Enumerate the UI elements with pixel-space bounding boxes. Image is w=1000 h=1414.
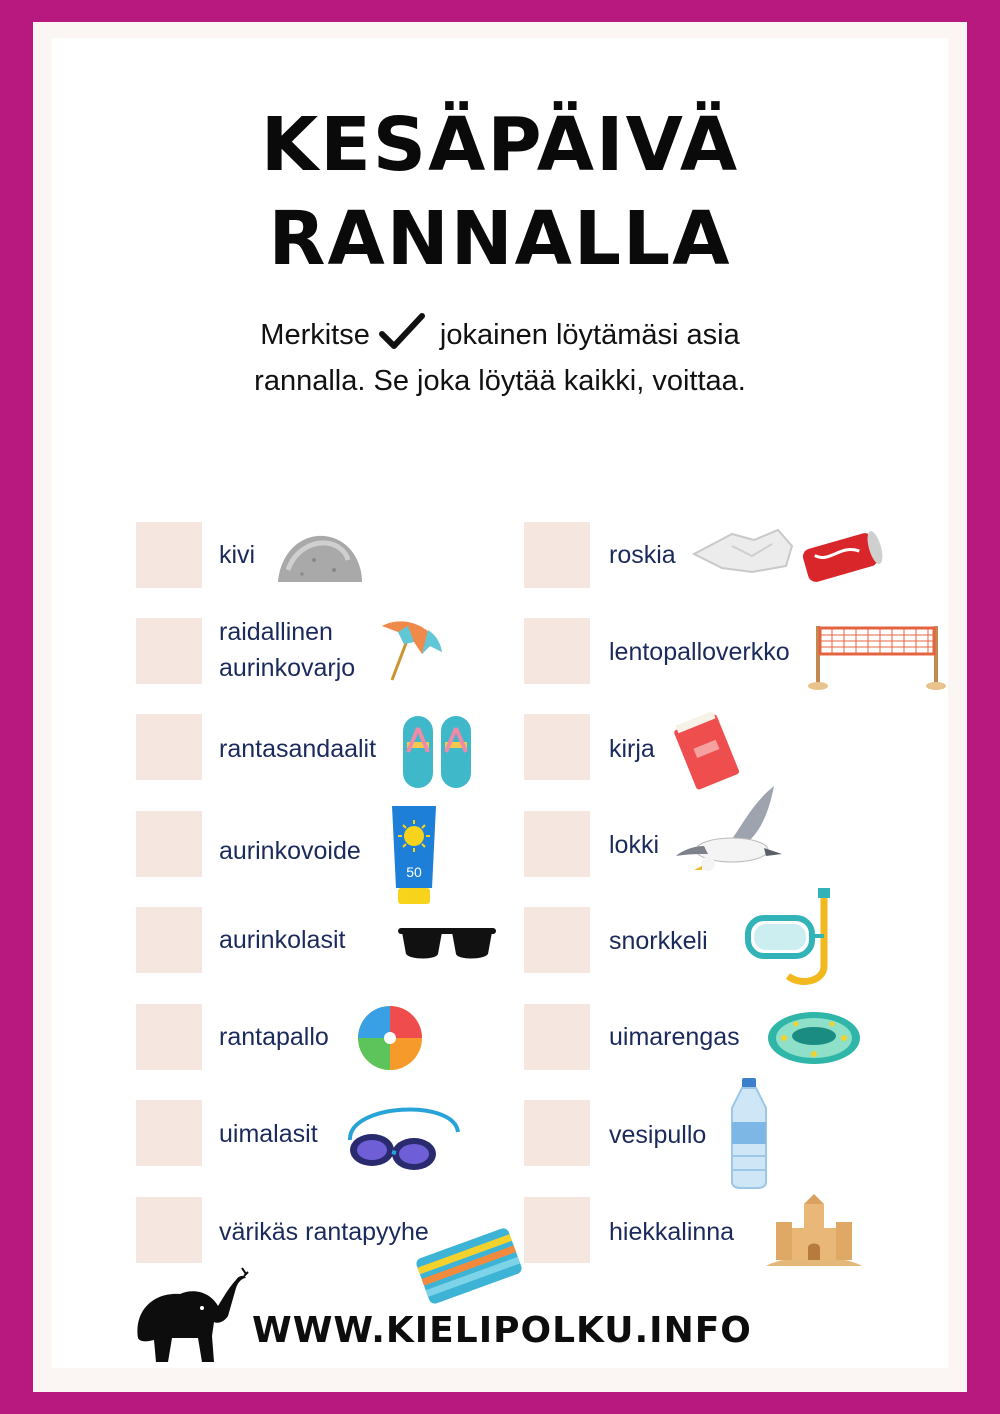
snorkel-icon bbox=[744, 886, 836, 990]
item-label-rantapallo: rantapallo bbox=[219, 1023, 329, 1051]
sunglasses-icon bbox=[398, 924, 496, 962]
item-label-rantapyyhe: värikäs rantapyyhe bbox=[219, 1218, 429, 1246]
checkbox-lokki[interactable] bbox=[524, 811, 590, 877]
checkbox-aurinkovarjo[interactable] bbox=[136, 618, 202, 684]
item-label-uimalasit: uimalasit bbox=[219, 1120, 318, 1148]
item-label-rantasandaalit: rantasandaalit bbox=[219, 735, 377, 763]
checkbox-hiekkalinna[interactable] bbox=[524, 1197, 590, 1263]
trash-icon bbox=[692, 526, 890, 582]
item-label-lokki: lokki bbox=[609, 831, 660, 859]
checkbox-aurinkovoide[interactable] bbox=[136, 811, 202, 877]
item-label-aurinkolasit: aurinkolasit bbox=[219, 926, 346, 954]
checkbox-aurinkolasit[interactable] bbox=[136, 907, 202, 973]
item-label-aurinkovoide: aurinkovoide bbox=[219, 837, 361, 865]
item-label-kirja: kirja bbox=[609, 735, 655, 763]
item-label-aurinkovarjo-1: raidallinen bbox=[219, 618, 333, 646]
checkbox-kivi[interactable] bbox=[136, 522, 202, 588]
checkbox-vesipullo[interactable] bbox=[524, 1100, 590, 1166]
checkmark-icon bbox=[378, 312, 426, 352]
item-label-vesipullo: vesipullo bbox=[609, 1121, 707, 1149]
instruction-line2: rannalla. Se joka löytää kaikki, voittaa. bbox=[254, 365, 746, 397]
checkbox-rantapyyhe[interactable] bbox=[136, 1197, 202, 1263]
sunscreen-icon bbox=[388, 802, 440, 908]
stone-icon bbox=[274, 530, 366, 586]
checkbox-uimalasit[interactable] bbox=[136, 1100, 202, 1166]
flip-flops-icon bbox=[400, 712, 474, 792]
water-bottle-icon bbox=[728, 1076, 770, 1190]
item-label-roskia: roskia bbox=[609, 541, 676, 569]
beach-towel-icon bbox=[414, 1228, 524, 1304]
seagull-icon bbox=[674, 782, 786, 880]
checkbox-rantasandaalit[interactable] bbox=[136, 714, 202, 780]
beach-ball-icon bbox=[356, 1004, 424, 1072]
swim-goggles-icon bbox=[344, 1098, 464, 1176]
sunscreen-number: 50 bbox=[406, 864, 422, 880]
checkbox-snorkkeli[interactable] bbox=[524, 907, 590, 973]
checkbox-uimarengas[interactable] bbox=[524, 1004, 590, 1070]
page-title-line1: KESÄPÄIVÄ bbox=[260, 102, 740, 188]
beach-umbrella-icon bbox=[378, 618, 446, 684]
page-title-line2: RANNALLA bbox=[268, 196, 732, 282]
item-label-snorkkeli: snorkkeli bbox=[609, 927, 708, 955]
checkbox-kirja[interactable] bbox=[524, 714, 590, 780]
item-label-uimarengas: uimarengas bbox=[609, 1023, 740, 1051]
checkbox-rantapallo[interactable] bbox=[136, 1004, 202, 1070]
instruction-text-start: Merkitse bbox=[260, 319, 370, 351]
instruction-line1 bbox=[0, 310, 1000, 360]
item-label-kivi: kivi bbox=[219, 541, 256, 569]
checkbox-lentopalloverkko[interactable] bbox=[524, 618, 590, 684]
swim-ring-icon bbox=[766, 1010, 862, 1066]
website-url[interactable]: WWW.KIELIPOLKU.INFO bbox=[252, 1310, 752, 1351]
item-label-aurinkovarjo-2: aurinkovarjo bbox=[219, 654, 356, 682]
elephant-logo-icon bbox=[132, 1266, 250, 1366]
item-label-lentopalloverkko: lentopalloverkko bbox=[609, 638, 790, 666]
volleyball-net-icon bbox=[808, 620, 948, 692]
item-label-hiekkalinna: hiekkalinna bbox=[609, 1218, 735, 1246]
sandcastle-icon bbox=[766, 1194, 862, 1268]
checkbox-roskia[interactable] bbox=[524, 522, 590, 588]
instruction-text-end: jokainen löytämäsi asia bbox=[439, 319, 740, 351]
